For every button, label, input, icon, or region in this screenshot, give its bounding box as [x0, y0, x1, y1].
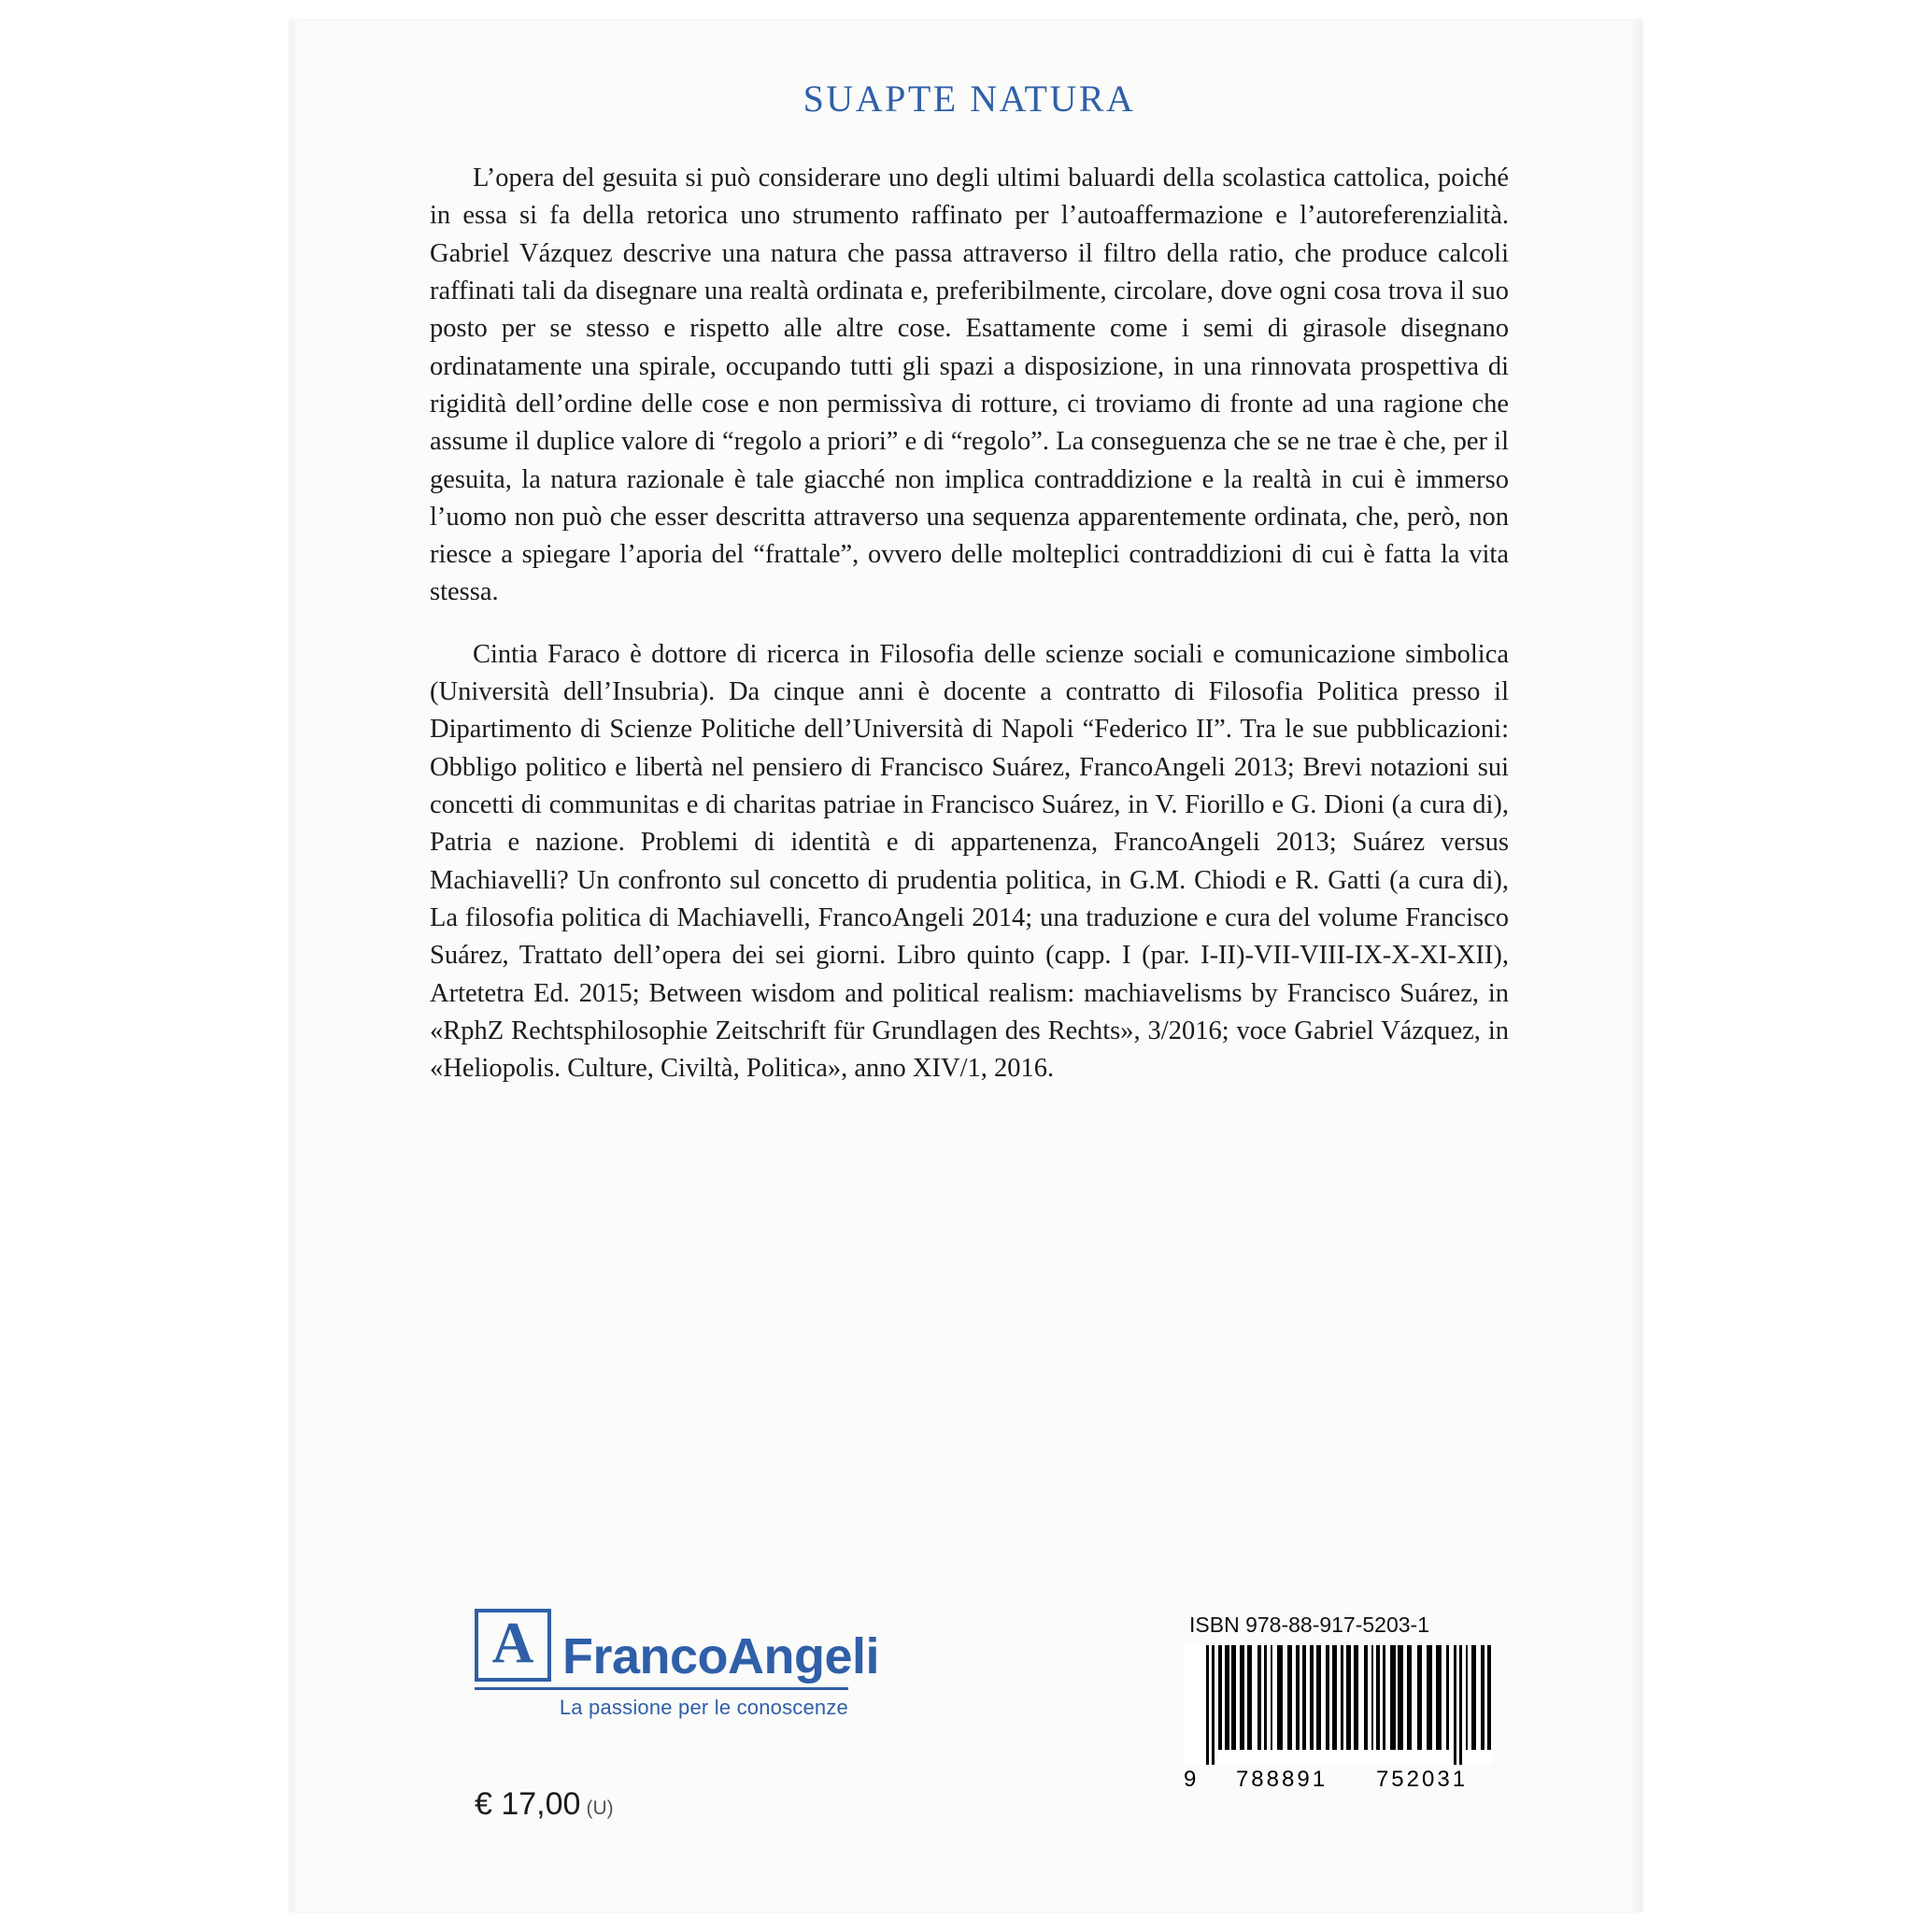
barcode-digit-left: 9: [1184, 1767, 1200, 1792]
barcode-digits-mid: 788891: [1235, 1767, 1328, 1792]
barcode-digits: [1184, 1767, 1492, 1793]
isbn-label: ISBN 978-88-917-5203-1: [1189, 1612, 1429, 1637]
publisher-logo: [475, 1609, 880, 1720]
cover-footer: [430, 1609, 1509, 1842]
author-bio-paragraph: Cintia Faraco è dottore di ricerca in Filosofia delle scienze sociali e comunicazione simbolica (Università dell’Insubria). Da cinque anni è docente a contratto di Filosofia Politica presso il Dipartimento di Scienze Politiche dell’Università di Napoli “Federico II”. Tra le sue pubblicazioni: Obbligo politico e libertà nel pensiero di Francisco Suárez, FrancoAngeli 2013; Brevi notazioni sui concetti di communitas e di charitas patriae in Francisco Suárez, in V. Fiorillo e G. Dioni (a cura di), Patria e nazione. Problemi di identità e di appartenenza, FrancoAngeli 2013; Suárez versus Machiavelli? Un confronto sul concetto di prudentia politica, in G.M. Chiodi e R. Gatti (a cura di), La filosofia politica di Machiavelli, FrancoAngeli 2014; una traduzione e cura del volume Francisco Suárez, Trattato dell’opera dei sei giorni. Libro quinto (capp. I (par. I-II)-VII-VIII-IX-X-XI-XII), Artetetra Ed. 2015; Between wisdom and political realism: machiavelisms by Francisco Suárez, in «RphZ Rechtsphilosophie Zeitschrift für Grundlagen des Rechts», 3/2016; voce Gabriel Vázquez, in «Heliopolis. Culture, Civiltà, Politica», anno XIV/1, 2016.: [430, 639, 1509, 1084]
price-block: [475, 1786, 614, 1823]
logo-letter: A: [491, 1612, 534, 1675]
page-title: SUAPTE NATURA: [803, 78, 1136, 120]
price-vat-note: (U): [586, 1797, 614, 1819]
barcode-block: [1184, 1612, 1492, 1793]
isbn-barcode: [1184, 1645, 1492, 1765]
barcode-digits-right: 752031: [1375, 1767, 1469, 1792]
publisher-name: FrancoAngeli: [562, 1628, 880, 1684]
publisher-logo-mark-icon: [475, 1609, 551, 1682]
cover-text-block: [430, 77, 1509, 1088]
logo-divider: [475, 1687, 848, 1690]
blurb-paragraph: L’opera del gesuita si può considerare uno degli ultimi baluardi della scolastica cattolica, poiché in essa si fa della retorica uno strumento raffinato per l’autoaffermazione e l’autoreferenzialità. Gabriel Vázquez descrive una natura che passa attraverso il filtro della ratio, che produce calcoli raffinati tali da disegnare una realtà ordinata e, preferibilmente, circolare, dove ogni cosa trova il suo posto per se stesso e rispetto alle altre cose. Esattamente come i semi di girasole disegnano ordinatamente una spirale, occupando tutti gli spazi a disposizione, in una rinnovata prospettiva di rigidità dell’ordine delle cose e non permissìva di rotture, ci troviamo di fronte ad una ragione che assume il duplice valore di “regolo a priori” e di “regolo”. La conseguenza che se ne trae è che, per il gesuita, la natura razionale è tale giacché non implica contraddizione e la realtà in cui è immerso l’uomo non può che esser descritta attraverso una sequenza apparentemente ordinata, che, però, non riesce a spiegare l’aporia del “frattale”, ovvero delle molteplici contraddizioni di cui è fatta la vita stessa.: [430, 163, 1509, 607]
price-amount: € 17,00: [475, 1786, 581, 1822]
book-back-cover: [290, 21, 1642, 1911]
publisher-tagline: La passione per le conoscenze: [559, 1696, 848, 1719]
